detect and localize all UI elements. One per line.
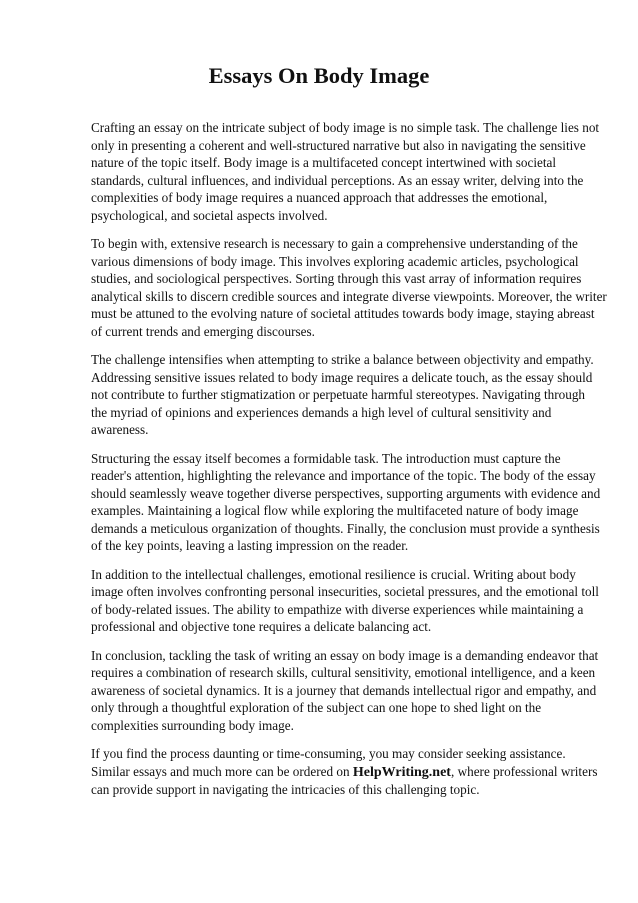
text-line: In conclusion, tackling the task of writing an essay on body image is a demanding endeavor that (91, 647, 599, 663)
text-line: can provide support in navigating the intricacies of this challenging topic. (91, 782, 480, 797)
text-line: the myriad of opinions and experiences demands a high level of cultural sensitivity and (91, 404, 552, 420)
text-line: requires a combination of research skills, cultural sensitivity, emotional intelligence, and a keen (91, 665, 596, 680)
text-line: awareness of societal dynamics. It is a journey that demands intellectual rigor and empathy, and (91, 682, 597, 698)
text-line: of the key points, leaving a lasting impression on the reader. (91, 538, 409, 553)
text-line: psychological, and societal aspects involved. (91, 207, 328, 223)
text-line: nature of the topic itself. Body image is a multifaceted concept intertwined with societal (91, 155, 557, 170)
text-line: only in presenting a coherent and well-structured narrative but also in navigating the sensitive (91, 137, 586, 153)
text-line: Crafting an essay on the intricate subject of body image is no simple task. The challenge lies not (91, 120, 600, 135)
text-line: To begin with, extensive research is necessary to gain a comprehensive understanding of the (91, 236, 578, 251)
text-line: examples. Maintaining a logical flow while exploring the multifaceted nature of body image (91, 503, 579, 518)
text-line: of current trends and emerging discourses. (91, 323, 315, 339)
text-line: analytical skills to discern credible sources and integrate diverse viewpoints. Moreover, the writer (91, 288, 607, 304)
paragraph-6 (91, 647, 599, 735)
paragraph-3 (91, 351, 594, 439)
text-line-with-link (91, 763, 598, 782)
text-fragment: , where professional writers (450, 763, 598, 779)
text-line: In addition to the intellectual challenges, emotional resilience is crucial. Writing about body (91, 566, 576, 582)
text-line: complexities surrounding body image. (91, 717, 294, 733)
text-line: professional and objective tone requires a delicate balancing act. (91, 619, 432, 634)
text-line: complexities of body image requires a nuanced approach that addresses the emotional, (91, 190, 548, 205)
text-fragment: Similar essays and much more can be ordered on (91, 763, 353, 779)
text-line: Addressing sensitive issues related to body image requires a delicate touch, as the essay should (91, 369, 593, 385)
paragraph-2 (91, 235, 607, 340)
text-line: The challenge intensifies when attempting to strike a balance between objectivity and empathy. (91, 352, 594, 367)
paragraph-5 (91, 566, 599, 636)
text-line: demands a meticulous organization of thoughts. Finally, the conclusion must provide a synthesis (91, 520, 600, 536)
text-line: If you find the process daunting or time-consuming, you may consider seeking assistance. (91, 746, 566, 761)
text-line: studies, and sociological perspectives. Sorting through this vast array of information requires (91, 271, 582, 286)
text-line: must be attuned to the evolving nature of societal attitudes towards body image, staying abreast (91, 306, 595, 321)
text-line: only through a thoughtful exploration of the subject can one hope to shed light on the (91, 700, 542, 715)
closing-paragraph (91, 745, 598, 799)
text-line: should seamlessly weave together diverse perspectives, supporting arguments with evidence and (91, 485, 601, 501)
text-line: reader's attention, highlighting the relevance and importance of the topic. The body of the essay (91, 468, 596, 483)
text-line: awareness. (91, 422, 149, 437)
text-line: various dimensions of body image. This involves exploring academic articles, psychological (91, 253, 579, 269)
text-line: not contribute to further stigmatization or perpetuate harmful stereotypes. Navigating through (91, 387, 586, 402)
paragraph-4 (91, 450, 601, 555)
text-line: of body-related issues. The ability to empathize with diverse experiences while maintaining a (91, 601, 584, 617)
text-line: Structuring the essay itself becomes a formidable task. The introduction must capture the (91, 450, 561, 466)
document-title: Essays On Body Image (208, 63, 430, 88)
helpwriting-link[interactable]: HelpWriting.net (352, 764, 451, 780)
text-line: standards, cultural influences, and individual perceptions. As an essay writer, delving into the (91, 172, 584, 188)
document-body (91, 119, 607, 810)
paragraph-1 (91, 119, 600, 224)
text-line: image often involves confronting personal insecurities, societal pressures, and the emotional toll (91, 584, 599, 599)
